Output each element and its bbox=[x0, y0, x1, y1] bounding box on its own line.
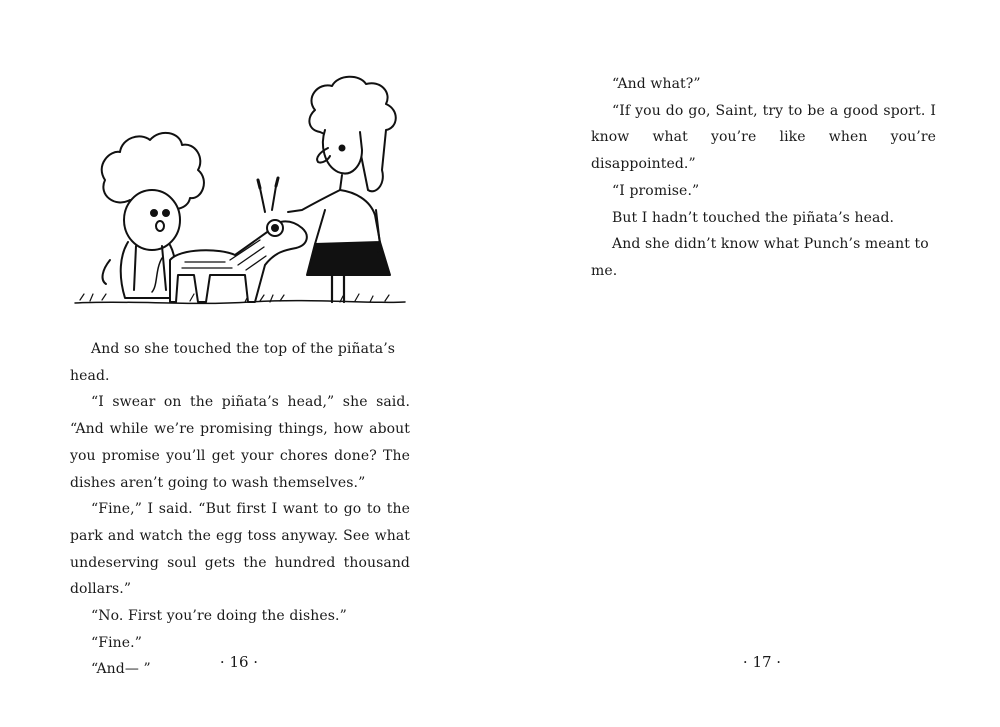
mother-figure bbox=[288, 77, 396, 302]
paragraph: “And what?” bbox=[612, 76, 701, 92]
right-page-text bbox=[591, 71, 936, 285]
illustration-girl-mother-pinata bbox=[70, 70, 410, 320]
page-number: · 16 · bbox=[219, 653, 259, 671]
paragraph: “Fine.” bbox=[91, 634, 142, 651]
paragraph: “Fine,” I said. “But first I want to go to the park and watch the egg toss anyway. See what undeserving soul gets the hundred thousand dollars.” bbox=[70, 501, 410, 598]
paragraph: “No. First you’re doing the dishes.” bbox=[91, 608, 347, 625]
left-page-text bbox=[70, 336, 410, 683]
paragraph: “I swear on the piñata’s head,” she said. “And while we’re promising things, how about you promise you’ll get your chores done? The dishes aren’t going to wash themselves.” bbox=[70, 394, 410, 491]
paragraph: But I hadn’t touched the piñata’s head. bbox=[612, 209, 895, 226]
paragraph: “If you do go, Saint, try to be a good sport. I know what you’re like when you’re disappointed.” bbox=[591, 102, 936, 173]
paragraph: “And— ” bbox=[91, 661, 151, 678]
page-number: · 17 · bbox=[742, 653, 782, 671]
paragraph: “I promise.” bbox=[612, 182, 700, 199]
pinata-figure bbox=[152, 178, 307, 302]
right-page bbox=[500, 0, 1000, 727]
paragraph: And she didn’t know what Punch’s meant to me. bbox=[591, 236, 929, 279]
paragraph: And so she touched the top of the piñata’s head. bbox=[70, 341, 396, 384]
